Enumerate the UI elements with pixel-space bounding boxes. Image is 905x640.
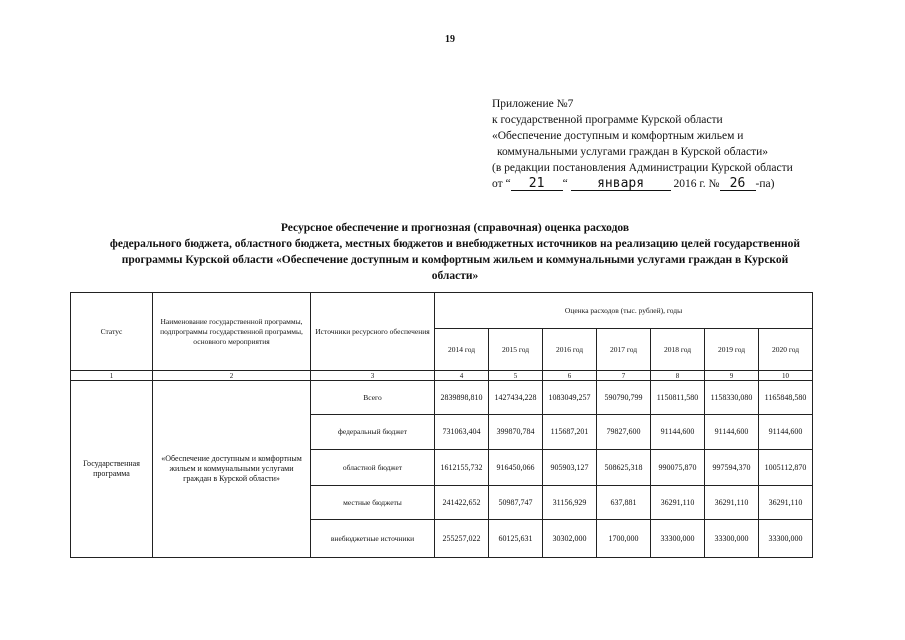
title-line-3: программы Курской области «Обеспечение доступным и комфортным жильем и коммунальными услугами граждан в Курской bbox=[121, 254, 789, 266]
header-year: 2016 год bbox=[543, 329, 597, 371]
value-cell: 1083049,257 bbox=[543, 381, 597, 415]
value-cell: 50987,747 bbox=[489, 486, 543, 520]
value-cell: 115687,201 bbox=[543, 415, 597, 450]
index-cell: 1 bbox=[71, 371, 153, 381]
value-cell: 1700,000 bbox=[597, 520, 651, 558]
value-cell: 255257,022 bbox=[435, 520, 489, 558]
index-cell: 8 bbox=[651, 371, 705, 381]
header-row-1 bbox=[71, 293, 813, 329]
table-row-total bbox=[71, 381, 813, 415]
value-cell: 91144,600 bbox=[651, 415, 705, 450]
status-cell: Государственная программа bbox=[71, 381, 153, 558]
source-cell: федеральный бюджет bbox=[311, 415, 435, 450]
value-cell: 33300,000 bbox=[651, 520, 705, 558]
value-cell: 91144,600 bbox=[759, 415, 813, 450]
document-title bbox=[60, 220, 850, 284]
appendix-line-2: к государственной программе Курской области bbox=[492, 114, 723, 126]
value-cell: 91144,600 bbox=[705, 415, 759, 450]
value-cell: 905903,127 bbox=[543, 450, 597, 486]
value-cell: 2839898,810 bbox=[435, 381, 489, 415]
index-row bbox=[71, 371, 813, 381]
value-cell: 637,881 bbox=[597, 486, 651, 520]
date-prefix: от “ bbox=[492, 178, 511, 190]
title-line-4: области» bbox=[431, 270, 479, 282]
index-cell: 4 bbox=[435, 371, 489, 381]
appendix-date-line: от “ 21 “ января 2016 г. № 26 -па) bbox=[492, 176, 775, 191]
value-cell: 399870,784 bbox=[489, 415, 543, 450]
date-year: 2016 г. № bbox=[673, 178, 720, 190]
value-cell: 33300,000 bbox=[705, 520, 759, 558]
appendix-line-1: Приложение №7 bbox=[492, 98, 574, 110]
value-cell: 36291,110 bbox=[651, 486, 705, 520]
appendix-line-4: коммунальными услугами граждан в Курской области» bbox=[497, 146, 769, 158]
decree-number: 26 bbox=[720, 178, 756, 191]
header-year: 2017 год bbox=[597, 329, 651, 371]
source-cell: местные бюджеты bbox=[311, 486, 435, 520]
header-year: 2020 год bbox=[759, 329, 813, 371]
value-cell: 1158330,080 bbox=[705, 381, 759, 415]
value-cell: 1612155,732 bbox=[435, 450, 489, 486]
index-cell: 7 bbox=[597, 371, 651, 381]
value-cell: 990075,870 bbox=[651, 450, 705, 486]
index-cell: 6 bbox=[543, 371, 597, 381]
value-cell: 731063,404 bbox=[435, 415, 489, 450]
date-month: января bbox=[571, 178, 671, 191]
header-year: 2019 год bbox=[705, 329, 759, 371]
header-estimate: Оценка расходов (тыс. рублей), годы bbox=[435, 293, 813, 329]
value-cell: 30302,000 bbox=[543, 520, 597, 558]
decree-suffix: -па) bbox=[755, 178, 775, 190]
title-line-2: федерального бюджета, областного бюджета, местных бюджетов и внебюджетных источников на реализацию целей государственной bbox=[109, 238, 801, 250]
value-cell: 1427434,228 bbox=[489, 381, 543, 415]
value-cell: 1005112,870 bbox=[759, 450, 813, 486]
value-cell: 241422,652 bbox=[435, 486, 489, 520]
value-cell: 1165848,580 bbox=[759, 381, 813, 415]
title-line-1: Ресурсное обеспечение и прогнозная (справочная) оценка расходов bbox=[280, 222, 630, 234]
appendix-line-5: (в редакции постановления Администрации Курской области bbox=[492, 162, 793, 174]
index-cell: 10 bbox=[759, 371, 813, 381]
resource-table bbox=[70, 292, 813, 558]
value-cell: 590790,799 bbox=[597, 381, 651, 415]
value-cell: 60125,631 bbox=[489, 520, 543, 558]
value-cell: 36291,110 bbox=[759, 486, 813, 520]
index-cell: 2 bbox=[153, 371, 311, 381]
header-year: 2018 год bbox=[651, 329, 705, 371]
index-cell: 9 bbox=[705, 371, 759, 381]
value-cell: 997594,370 bbox=[705, 450, 759, 486]
page-number: 19 bbox=[445, 34, 455, 45]
appendix-line-3: «Обеспечение доступным и комфортным жильем и bbox=[492, 130, 744, 142]
source-cell: областной бюджет bbox=[311, 450, 435, 486]
value-cell: 916450,066 bbox=[489, 450, 543, 486]
source-cell: Всего bbox=[311, 381, 435, 415]
header-year: 2014 год bbox=[435, 329, 489, 371]
program-name-cell: «Обеспечение доступным и комфортным жильем и коммунальными услугами граждан в Курской области» bbox=[153, 381, 311, 558]
index-cell: 5 bbox=[489, 371, 543, 381]
value-cell: 33300,000 bbox=[759, 520, 813, 558]
source-cell: внебюджетные источники bbox=[311, 520, 435, 558]
value-cell: 79827,600 bbox=[597, 415, 651, 450]
resource-table-wrap bbox=[70, 292, 813, 558]
appendix-block bbox=[492, 96, 812, 192]
header-sources: Источники ресурсного обеспечения bbox=[311, 293, 435, 371]
index-cell: 3 bbox=[311, 371, 435, 381]
header-status: Статус bbox=[71, 293, 153, 371]
value-cell: 508625,318 bbox=[597, 450, 651, 486]
header-name: Наименование государственной программы, подпрограммы государственной программы, основного мероприятия bbox=[153, 293, 311, 371]
value-cell: 31156,929 bbox=[543, 486, 597, 520]
date-day: 21 bbox=[511, 178, 563, 191]
header-year: 2015 год bbox=[489, 329, 543, 371]
value-cell: 1150811,580 bbox=[651, 381, 705, 415]
value-cell: 36291,110 bbox=[705, 486, 759, 520]
